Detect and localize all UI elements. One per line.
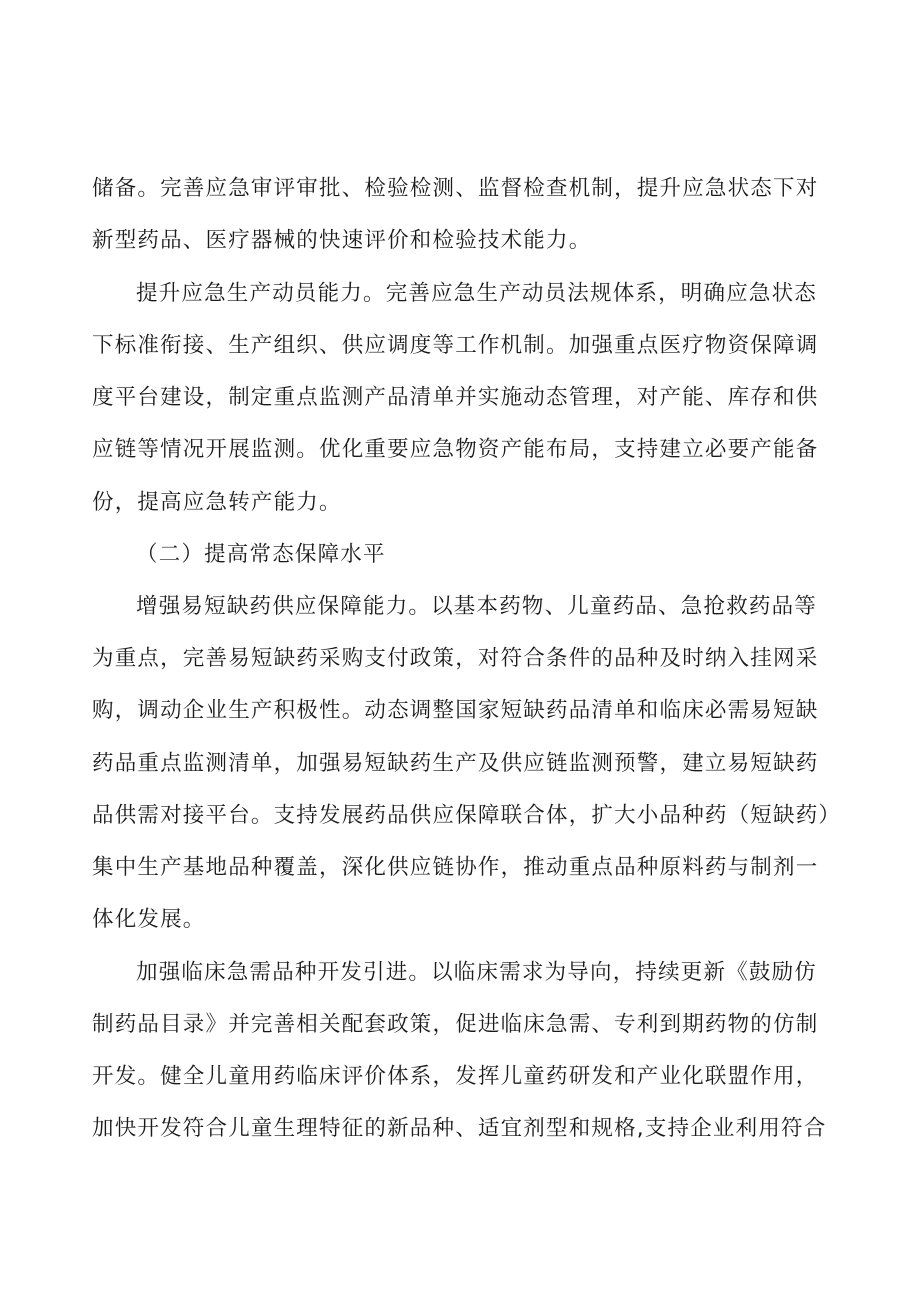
text-line: 药品重点监测清单，加强易短缺药生产及供应链监测预警，建立易短缺药 xyxy=(92,751,819,776)
text-line: 为重点，完善易短缺药采购支付政策，对符合条件的品种及时纳入挂网采 xyxy=(92,646,819,671)
text-line: 开发。健全儿童用药临床评价体系，发挥儿童药研发和产业化联盟作用， xyxy=(92,1064,819,1089)
paragraph-first-line: 提升应急生产动员能力。完善应急生产动员法规体系，明确应急状态 xyxy=(136,281,818,306)
section-heading: （二）提高常态保障水平 xyxy=(136,542,386,567)
text-line: 度平台建设，制定重点监测产品清单并实施动态管理，对产能、库存和供 xyxy=(92,385,819,410)
text-line: 储备。完善应急审评审批、检验检测、监督检查机制，提升应急状态下对 xyxy=(92,176,819,201)
text-line: 集中生产基地品种覆盖，深化供应链协作，推动重点品种原料药与制剂一 xyxy=(92,855,819,880)
text-line: 体化发展。 xyxy=(92,907,206,932)
text-line: 制药品目录》并完善相关配套政策，促进临床急需、专利到期药物的仿制 xyxy=(92,1012,819,1037)
text-line: 品供需对接平台。支持发展药品供应保障联合体，扩大小品种药（短缺药） xyxy=(92,803,842,828)
text-line: 应链等情况开展监测。优化重要应急物资产能布局，支持建立必要产能备 xyxy=(92,437,819,462)
text-line: 加快开发符合儿童生理特征的新品种、适宜剂型和规格,支持企业利用符合 xyxy=(92,1116,827,1141)
text-line: 新型药品、医疗器械的快速评价和检验技术能力。 xyxy=(92,228,592,253)
text-line: 下标准衔接、生产组织、供应调度等工作机制。加强重点医疗物资保障调 xyxy=(92,333,819,358)
paragraph-first-line: 加强临床急需品种开发引进。以临床需求为导向，持续更新《鼓励仿 xyxy=(136,960,818,985)
text-line: 购，调动企业生产积极性。动态调整国家短缺药品清单和临床必需易短缺 xyxy=(92,698,819,723)
paragraph-first-line: 增强易短缺药供应保障能力。以基本药物、儿童药品、急抢救药品等 xyxy=(136,594,818,619)
text-line: 份，提高应急转产能力。 xyxy=(92,490,342,515)
